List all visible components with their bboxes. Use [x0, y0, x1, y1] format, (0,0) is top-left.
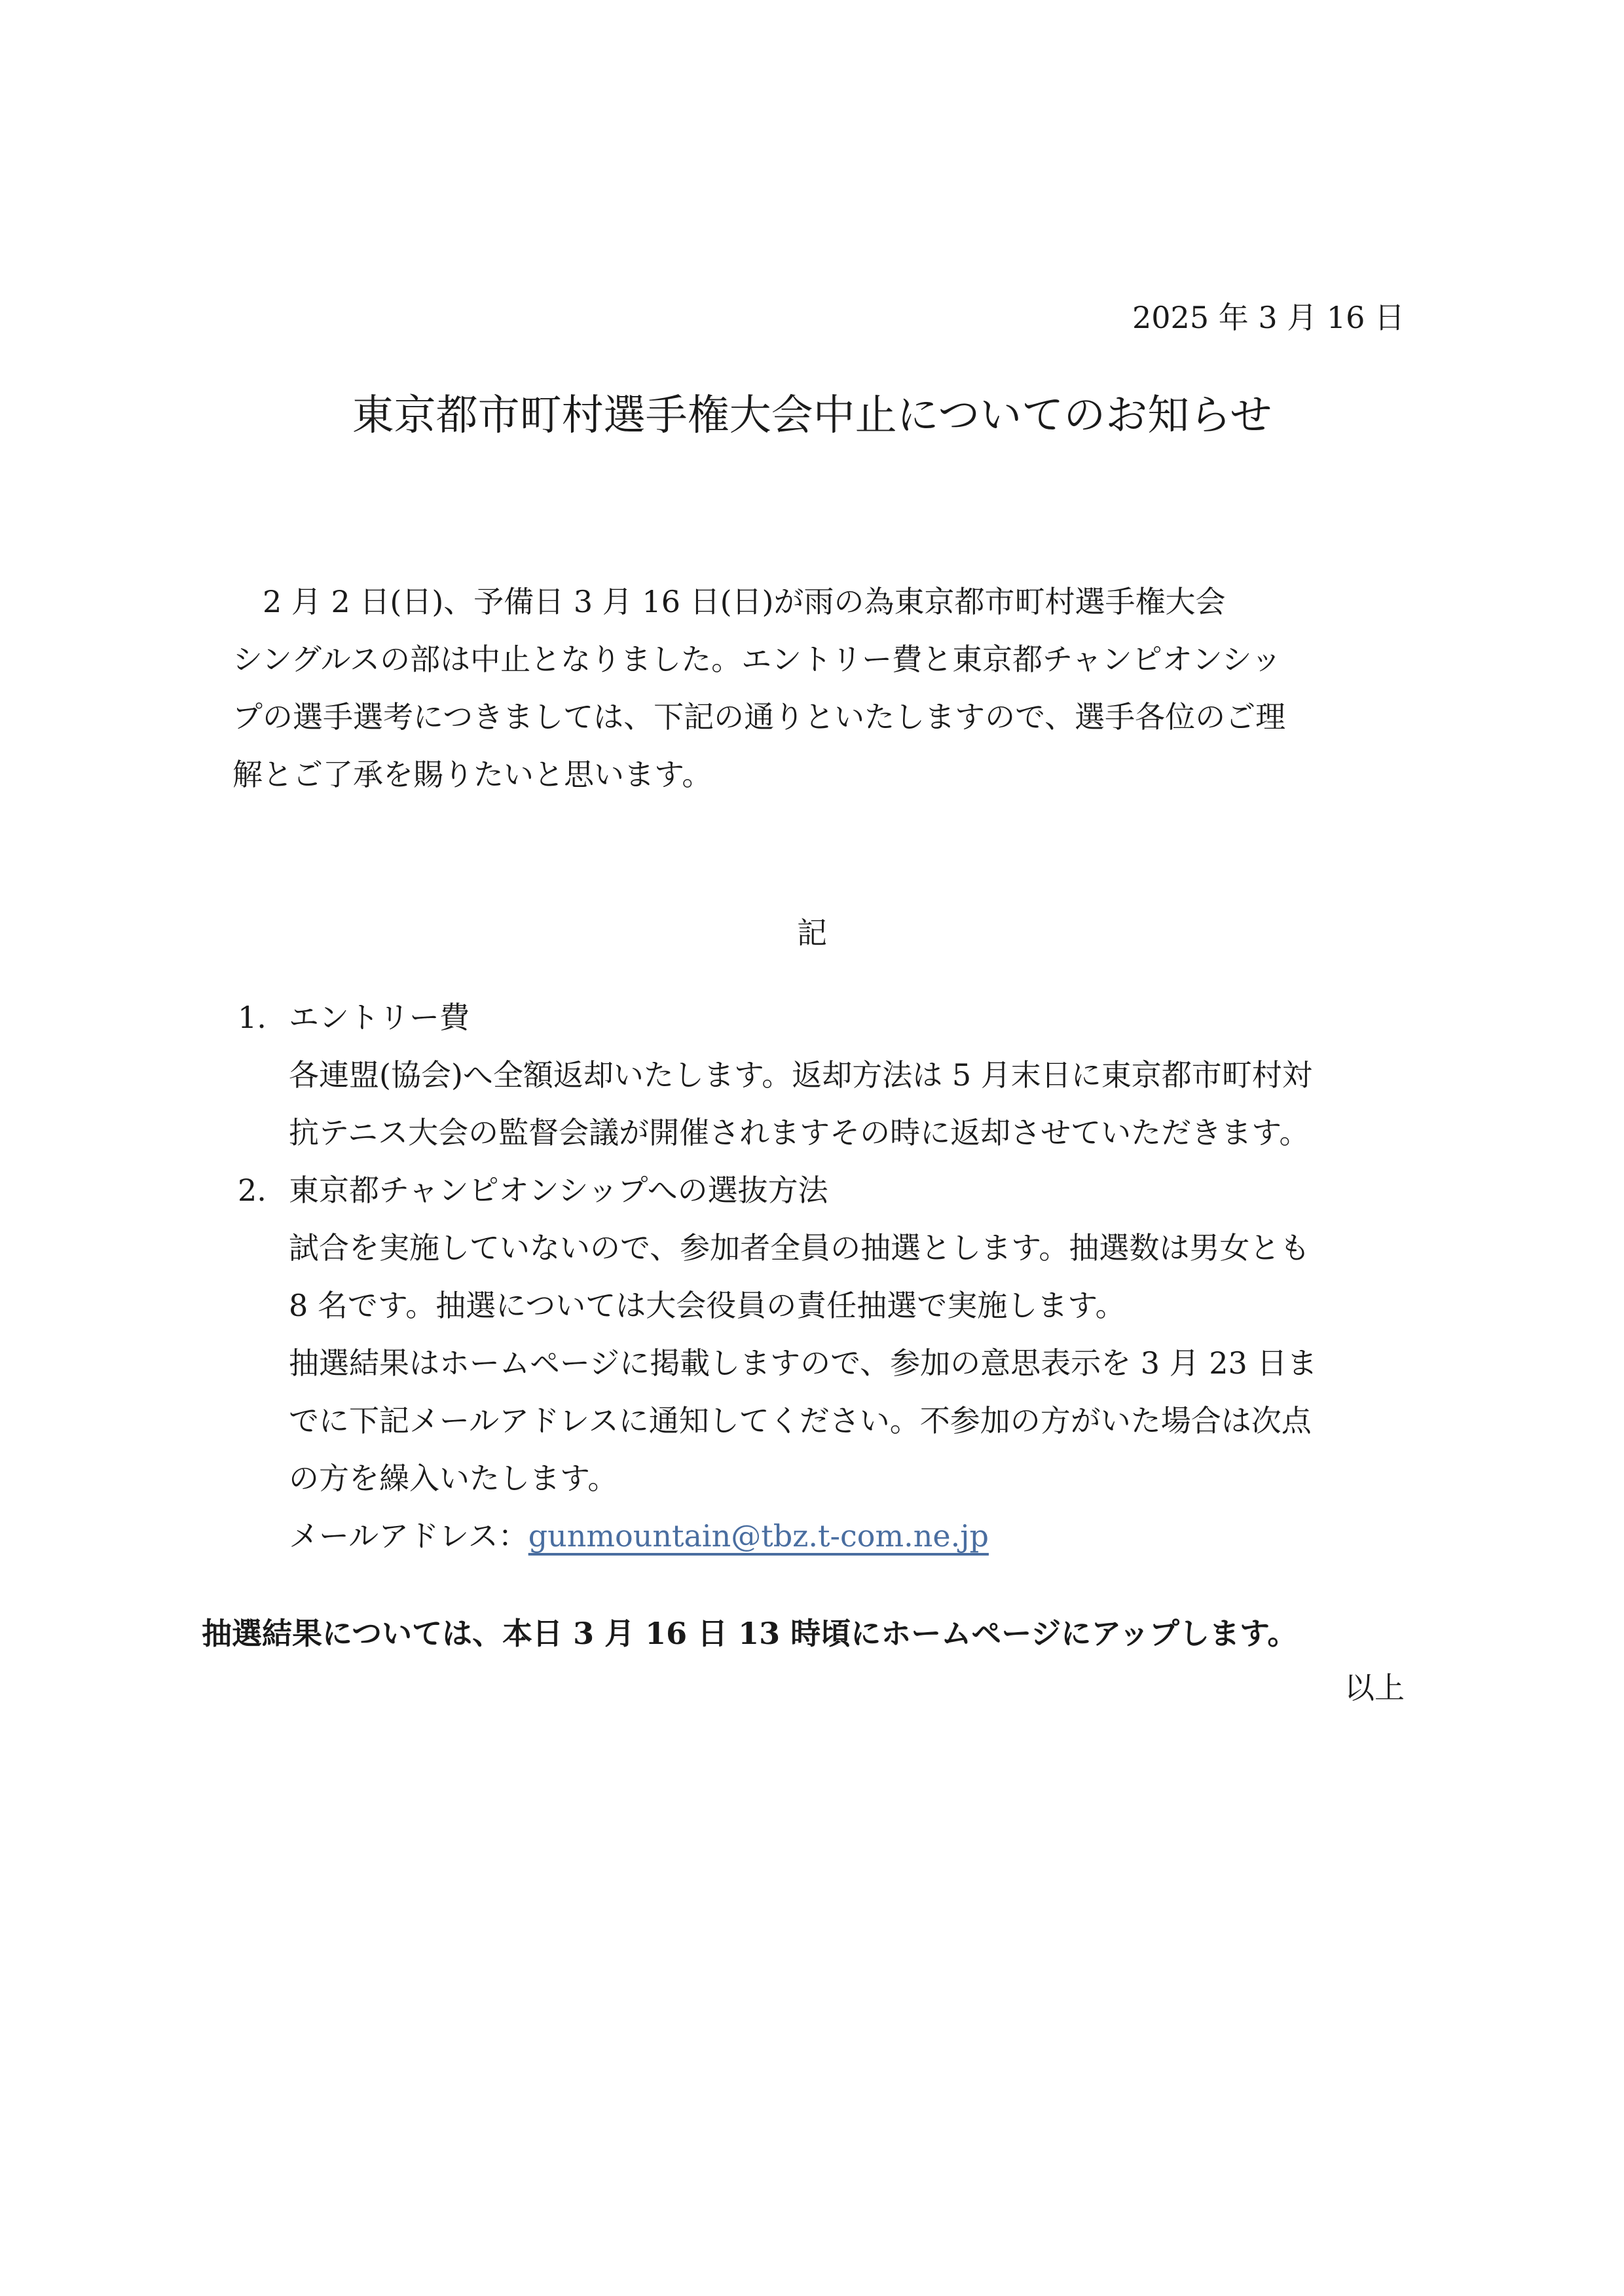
- list-item-line: 抽選結果はホームページに掲載しますので、参加の意思表示を 3 月 23 日ま: [289, 1345, 1318, 1381]
- list-item-line: の方を繰入いたします。: [289, 1461, 618, 1496]
- intro-paragraph: [232, 573, 1411, 803]
- email-line: [289, 1507, 1411, 1565]
- list-item-heading: 東京都チャンピオンシップへの選抜方法: [289, 1173, 828, 1208]
- list-item-line: 8 名です。抽選については大会役員の責任抽選で実施します。: [289, 1288, 1126, 1323]
- list-item-number: 1.: [238, 1000, 267, 1035]
- list-item-entry-fee: [232, 989, 1411, 1161]
- list-item-line: 試合を実施していないので、参加者全員の抽選とします。抽選数は男女とも: [289, 1230, 1310, 1266]
- document-date: 2025 年 3 月 16 日: [1132, 300, 1405, 335]
- email-link[interactable]: gunmountain@tbz.t-com.ne.jp: [528, 1518, 989, 1554]
- list-item-heading: エントリー費: [289, 1000, 470, 1035]
- intro-line: 解とご了承を賜りたいと思います。: [232, 757, 712, 792]
- ki-heading: 記: [797, 915, 827, 951]
- email-label: メールアドレス：: [289, 1518, 528, 1554]
- list-item-body: [232, 1219, 1411, 1565]
- list-item-number: 2.: [238, 1173, 267, 1208]
- list-item-selection-method: [232, 1161, 1411, 1565]
- lottery-notice: 抽選結果については、本日 3 月 16 日 13 時頃にホームページにアップします。: [202, 1616, 1298, 1651]
- intro-line: プの選手選考につきましては、下記の通りといたしますので、選手各位のご理: [232, 699, 1286, 735]
- list-item-line: でに下記メールアドレスに通知してください。不参加の方がいた場合は次点: [289, 1403, 1312, 1438]
- intro-line: 2 月 2 日(日)、予備日 3 月 16 日(日)が雨の為東京都市町村選手権大会: [263, 584, 1226, 619]
- numbered-list: [232, 989, 1411, 1565]
- list-item-line: 抗テニス大会の監督会議が開催されますその時に返却させていただきます。: [289, 1115, 1310, 1150]
- intro-line: シングルスの部は中止となりました。エントリー費と東京都チャンピオンシッ: [232, 642, 1282, 677]
- list-item-body: [232, 1046, 1411, 1161]
- closing-word: 以上: [1344, 1670, 1405, 1705]
- list-item-line: 各連盟(協会)へ全額返却いたします。返却方法は 5 月末日に東京都市町村対: [289, 1057, 1312, 1093]
- document-title: 東京都市町村選手権大会中止についてのお知らせ: [352, 392, 1272, 440]
